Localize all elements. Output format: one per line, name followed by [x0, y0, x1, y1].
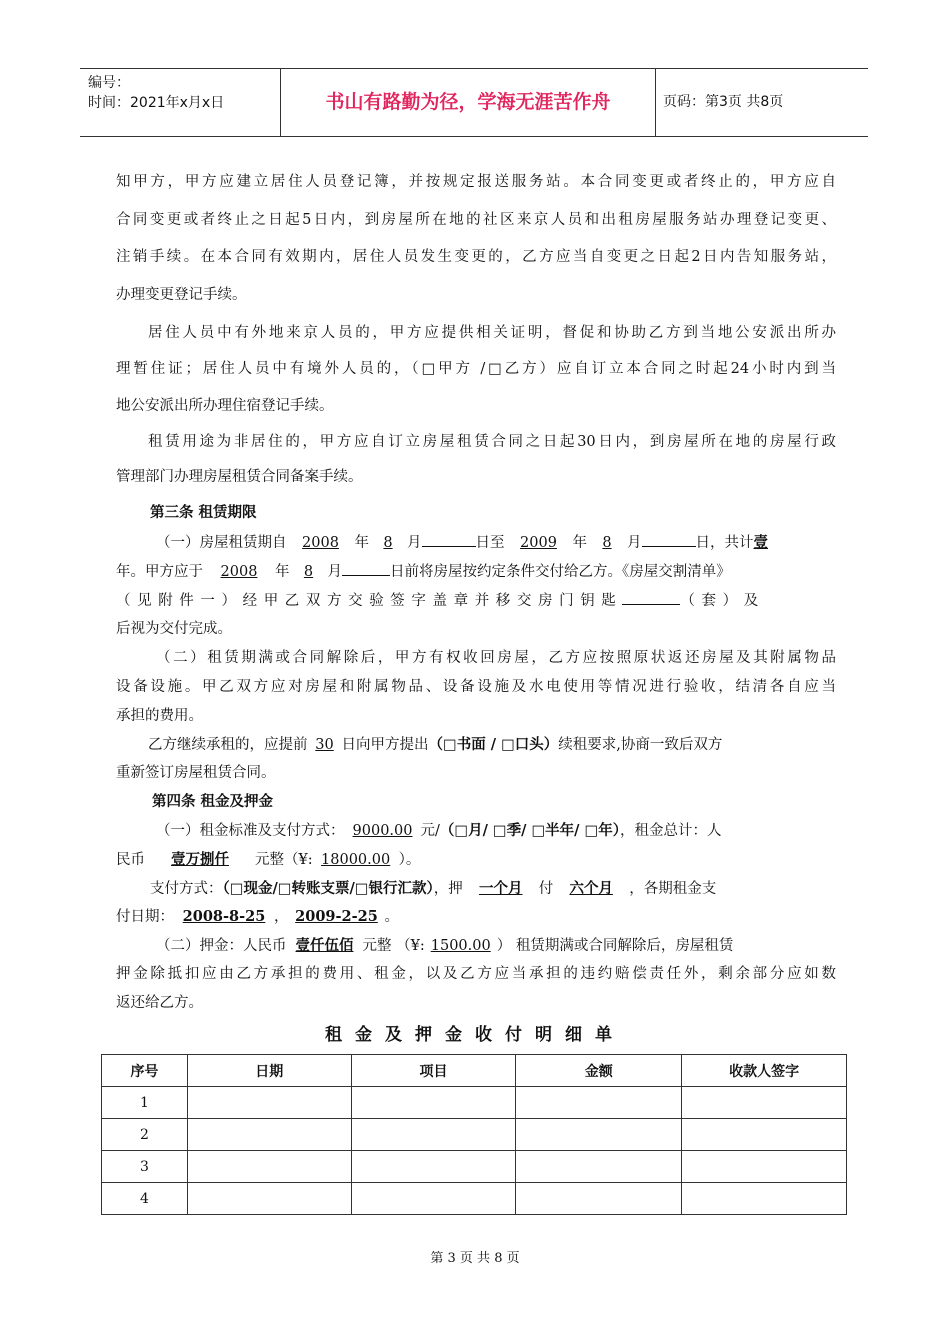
table-title: 租金及押金收付明细单 — [325, 1025, 625, 1045]
table-row — [102, 1119, 847, 1151]
column-header-date: 日期 — [187, 1055, 351, 1087]
delivery-month: 8 — [303, 564, 314, 580]
keys-line — [116, 589, 836, 610]
amount-cell[interactable] — [516, 1183, 682, 1215]
rent-standard-line — [156, 819, 876, 840]
delivery-day-blank — [342, 561, 390, 576]
renewal-line — [148, 733, 868, 754]
item-cell[interactable] — [351, 1119, 516, 1151]
end-year: 2009 — [520, 535, 557, 551]
delivery-year: 2008 — [220, 564, 258, 580]
text: 民币 — [116, 852, 145, 868]
item-cell[interactable] — [351, 1087, 516, 1119]
column-header-signature: 收款人签字 — [682, 1055, 847, 1087]
paragraph-line: 押金除抵扣应由乙方承担的费用、租金，以及乙方应当承担的违约赔偿责任外，剩余部分应如数 — [116, 966, 836, 982]
paragraph-line: 合同变更或者终止之日起5日内，到房屋所在地的社区来京人员和出租房屋服务站办理登记变更、 — [116, 212, 836, 228]
table-header-row — [102, 1055, 847, 1087]
text: 日前将房屋按约定条件交付给乙方。《房屋交割清单》 — [390, 564, 731, 580]
amount-cell[interactable] — [516, 1119, 682, 1151]
date-cell[interactable] — [187, 1119, 351, 1151]
signature-cell[interactable] — [682, 1151, 847, 1183]
end-day-blank — [642, 532, 696, 547]
text: ， — [274, 909, 289, 925]
text: （一）房屋租赁期自 — [156, 535, 287, 551]
text: 年。甲方应于 — [116, 564, 203, 580]
start-month: 8 — [383, 535, 393, 551]
text: 日向甲方提出 — [341, 737, 429, 753]
text: 元/ — [420, 823, 440, 839]
paragraph-line: （二）租赁期满或合同解除后，甲方有权收回房屋，乙方应按照原状返还房屋及其附属物品 — [156, 650, 836, 666]
text: 付日期： — [116, 909, 174, 925]
paragraph-line: 设备设施。甲乙双方应对房屋和附属物品、设备设施及水电使用等情况进行验收，结清各自应当 — [116, 679, 836, 695]
column-header-amount: 金额 — [516, 1055, 682, 1087]
row-index: 2 — [102, 1119, 188, 1151]
text: 乙方继续承租的，应提前 — [148, 737, 308, 753]
paragraph-line: 地公安派出所办理住宿登记手续。 — [116, 398, 334, 414]
page-footer: 第 3 页 共 8 页 — [430, 1251, 520, 1266]
rent-total-chinese: 壹万捌仟 — [171, 851, 229, 868]
lease-term-line — [156, 531, 876, 552]
amount-cell[interactable] — [516, 1151, 682, 1183]
text: （一）租金标准及支付方式： — [156, 823, 345, 839]
text: （见附件一）经甲乙双方交验签字盖章并移交房门钥匙 — [116, 593, 623, 609]
deposit-line — [156, 934, 876, 955]
paragraph-line: 承担的费用。 — [116, 708, 203, 724]
text: 年 — [572, 535, 587, 551]
item-cell[interactable] — [351, 1151, 516, 1183]
row-index: 1 — [102, 1087, 188, 1119]
payment-dates-line — [116, 905, 836, 926]
text: 付 — [538, 881, 554, 897]
deposit-chinese: 壹仟伍佰 — [295, 937, 354, 954]
header-meta — [80, 69, 280, 136]
text: 月 — [407, 535, 422, 551]
table-row — [102, 1151, 847, 1183]
date-cell[interactable] — [187, 1087, 351, 1119]
text: 。 — [384, 909, 399, 925]
document-date: 时间：2021年x月x日 — [88, 95, 225, 111]
text: ） 租赁期满或合同解除后，房屋租赁 — [496, 938, 734, 954]
amount-cell[interactable] — [516, 1087, 682, 1119]
table-row — [102, 1087, 847, 1119]
paragraph-line: 办理变更登记手续。 — [116, 287, 247, 303]
document-code: 编号： — [88, 75, 130, 91]
text: 元整 （¥: — [362, 938, 425, 954]
end-month: 8 — [602, 535, 612, 551]
paragraph-line: 租赁用途为非居住的，甲方应自订立房屋租赁合同之日起30日内，到房屋所在地的房屋行政 — [148, 434, 836, 450]
item-cell[interactable] — [351, 1183, 516, 1215]
text: ，押 — [433, 881, 463, 897]
text: ）。 — [398, 852, 421, 868]
paragraph-line: 管理部门办理房屋租赁合同备案手续。 — [116, 469, 363, 485]
paragraph-line: 后视为交付完成。 — [116, 621, 232, 637]
payment-detail-table — [101, 1054, 847, 1215]
paragraph-line: 知甲方，甲方应建立居住人员登记簿，并按规定报送服务站。本合同变更或者终止的，甲方应自 — [116, 174, 836, 190]
date-cell[interactable] — [187, 1151, 351, 1183]
paragraph-line: 居住人员中有外地来京人员的，甲方应提供相关证明，督促和协助乙方到当地公安派出所办 — [148, 325, 836, 341]
signature-cell[interactable] — [682, 1087, 847, 1119]
text: （套）及 — [680, 593, 765, 609]
paragraph-line: 返还给乙方。 — [116, 995, 203, 1011]
payment-months: 六个月 — [569, 880, 613, 897]
text: 日，共计 — [695, 535, 754, 551]
header-page-number: 页码：第3页 共8页 — [663, 94, 784, 110]
payment-method-options: （□现金/□转账支票/□银行汇款） — [222, 880, 434, 897]
paragraph-line: 理暂住证；居住人员中有境外人员的，（□甲方 /□乙方）应自订立本合同之时起24小时内到当 — [116, 361, 836, 377]
lease-total-years: 壹 — [753, 534, 768, 551]
text: 元整（¥: — [255, 852, 313, 868]
rent-total-number: 18000.00 — [321, 852, 391, 868]
payment-date-1: 2008-8-25 — [182, 908, 266, 925]
header-motto: 书山有路勤为径，学海无涯苦作舟 — [325, 91, 611, 113]
article-4-title: 第四条 租金及押金 — [152, 793, 274, 810]
text: 日至 — [475, 535, 505, 551]
renewal-notice-days: 30 — [315, 737, 334, 753]
text: ，各期租金支 — [629, 881, 717, 897]
page-header — [80, 68, 868, 137]
table-row — [102, 1183, 847, 1215]
delivery-line — [116, 560, 836, 581]
text: 年 — [275, 564, 290, 580]
paragraph-line: 注销手续。在本合同有效期内，居住人员发生变更的，乙方应当自变更之日起2日内告知服务站， — [116, 249, 836, 265]
row-index: 3 — [102, 1151, 188, 1183]
rent-total-line — [116, 848, 836, 869]
start-year: 2008 — [302, 535, 339, 551]
rent-amount: 9000.00 — [352, 823, 413, 839]
deposit-months: 一个月 — [478, 880, 523, 897]
keys-count-blank — [622, 590, 680, 605]
payment-date-2: 2009-2-25 — [295, 908, 378, 925]
signature-cell[interactable] — [682, 1119, 847, 1151]
row-index: 4 — [102, 1183, 188, 1215]
payment-method-line — [150, 877, 870, 898]
text: 续租要求,协商一致后双方 — [558, 737, 723, 753]
signature-cell[interactable] — [682, 1183, 847, 1215]
text: 年 — [354, 535, 369, 551]
header-divider — [655, 69, 656, 136]
text: 月 — [627, 535, 642, 551]
text: 支付方式： — [150, 881, 223, 897]
column-header-index: 序号 — [102, 1055, 188, 1087]
deposit-number: 1500.00 — [430, 938, 491, 954]
column-header-item: 项目 — [351, 1055, 516, 1087]
text: 月 — [327, 564, 342, 580]
text: ，租金总计：人 — [619, 823, 722, 839]
text: （二）押金：人民币 — [156, 938, 287, 954]
article-3-title: 第三条 租赁期限 — [150, 504, 257, 521]
date-cell[interactable] — [187, 1183, 351, 1215]
start-day-blank — [422, 532, 476, 547]
rent-period-options: （□月/ □季/ □半年/ □年） — [439, 822, 620, 839]
renewal-method-options: （□书面 / □口头） — [428, 736, 559, 753]
paragraph-line: 重新签订房屋租赁合同。 — [116, 765, 276, 781]
